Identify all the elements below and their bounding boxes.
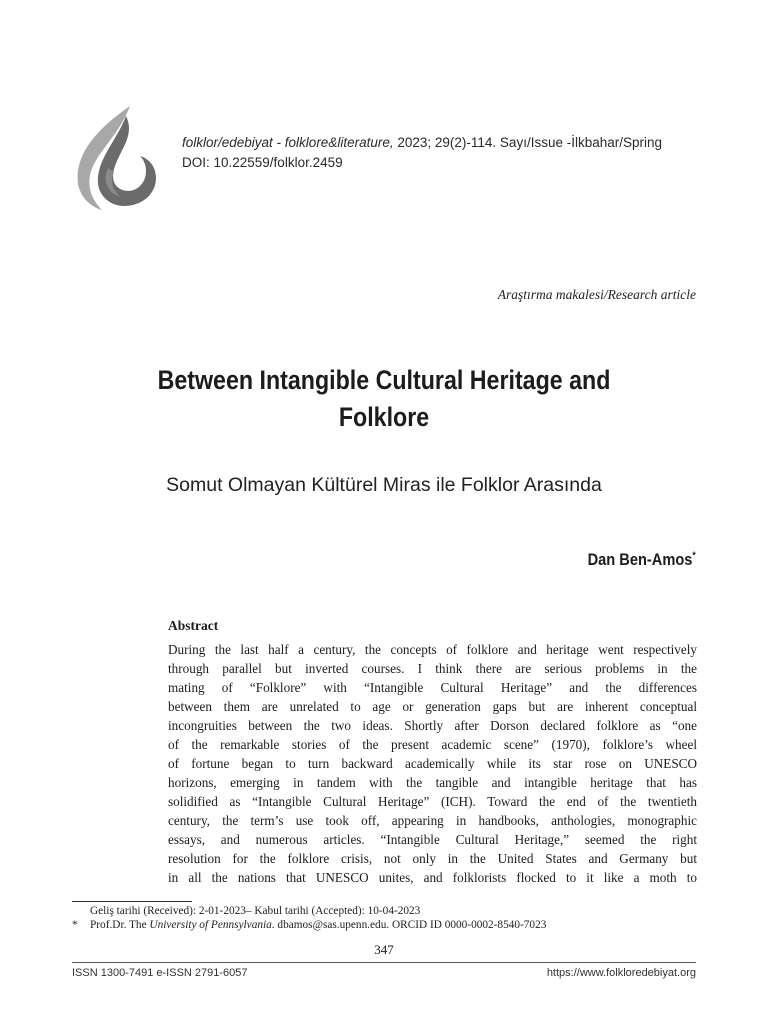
- footnote-divider: [72, 901, 192, 902]
- journal-name: folklor/edebiyat - folklore&literature,: [182, 135, 394, 150]
- footer-issn: ISSN 1300-7491 e-ISSN 2791-6057: [72, 967, 248, 979]
- abstract-body: [168, 640, 697, 887]
- footnote-contact: . dbamos@sas.upenn.edu. ORCID ID 0000-0002-8540-7023: [271, 919, 547, 931]
- footnote-author: [72, 919, 546, 931]
- abstract-line: solidified as “Intangible Cultural Heritage” (ICH). Toward the end of the twentieth: [168, 794, 697, 809]
- abstract-line: century, the term’s use took off, appearing in handbooks, anthologies, monographic: [168, 813, 697, 828]
- article-subtitle: Somut Olmayan Kültürel Miras ile Folklor Arasında: [166, 474, 602, 496]
- journal-citation: [182, 133, 662, 173]
- abstract-line: of fortune began to turn backward academically while its star rose on UNESCO: [168, 756, 697, 771]
- abstract-line: incongruities between the two ideas. Shortly after Dorson declared folklore as “one: [168, 718, 697, 733]
- page-number: 347: [374, 942, 394, 957]
- footer-url[interactable]: https://www.folkloredebiyat.org: [546, 967, 696, 979]
- abstract-line: in all the nations that UNESCO unites, and folklorists flocked to it like a moth to: [168, 870, 697, 885]
- abstract-line: mating of “Folklore” with “Intangible Cultural Heritage” and the differences: [168, 680, 697, 695]
- abstract-heading: Abstract: [168, 618, 219, 633]
- author-name: [588, 550, 696, 570]
- title-line-2: Folklore: [338, 402, 430, 432]
- author-text: Dan Ben-Amos: [587, 550, 693, 569]
- journal-logo-icon: [68, 102, 160, 214]
- abstract-line: of the remarkable stories of the present academic scene” (1970), folklore’s wheel: [168, 737, 697, 752]
- footnote-dates: Geliş tarihi (Received): 2-01-2023– Kabul tarihi (Accepted): 10-04-2023: [90, 905, 421, 917]
- author-footnote-mark: *: [692, 550, 696, 562]
- article-type: Araştırma makalesi/Research article: [497, 287, 696, 302]
- abstract-line: During the last half a century, the concepts of folklore and heritage went respectively: [168, 642, 697, 657]
- footnote-mark: *: [72, 919, 78, 931]
- abstract-line: between them are unrelated to age or generation gaps but are inherent conceptual: [168, 699, 697, 714]
- footer-divider: [72, 962, 696, 963]
- article-title: [123, 362, 646, 436]
- abstract-line: resolution for the folklore crisis, not only in the United States and Germany but: [168, 851, 697, 866]
- footnote-prefix: Prof.Dr. The: [90, 919, 150, 931]
- abstract-line: essays, and numerous articles. “Intangible Cultural Heritage,” seemed the right: [168, 832, 697, 847]
- abstract-line: through parallel but inverted courses. I think there are serious problems in the: [168, 661, 697, 676]
- citation-details: 2023; 29(2)-114. Sayı/Issue -İlkbahar/Spring: [393, 135, 663, 150]
- doi: DOI: 10.22559/folklor.2459: [182, 155, 343, 170]
- title-line-1: Between Intangible Cultural Heritage and: [157, 365, 611, 395]
- abstract-line: horizons, emerging in tandem with the tangible and intangible heritage that has: [168, 775, 697, 790]
- footnote-university: University of Pennsylvania: [149, 919, 272, 931]
